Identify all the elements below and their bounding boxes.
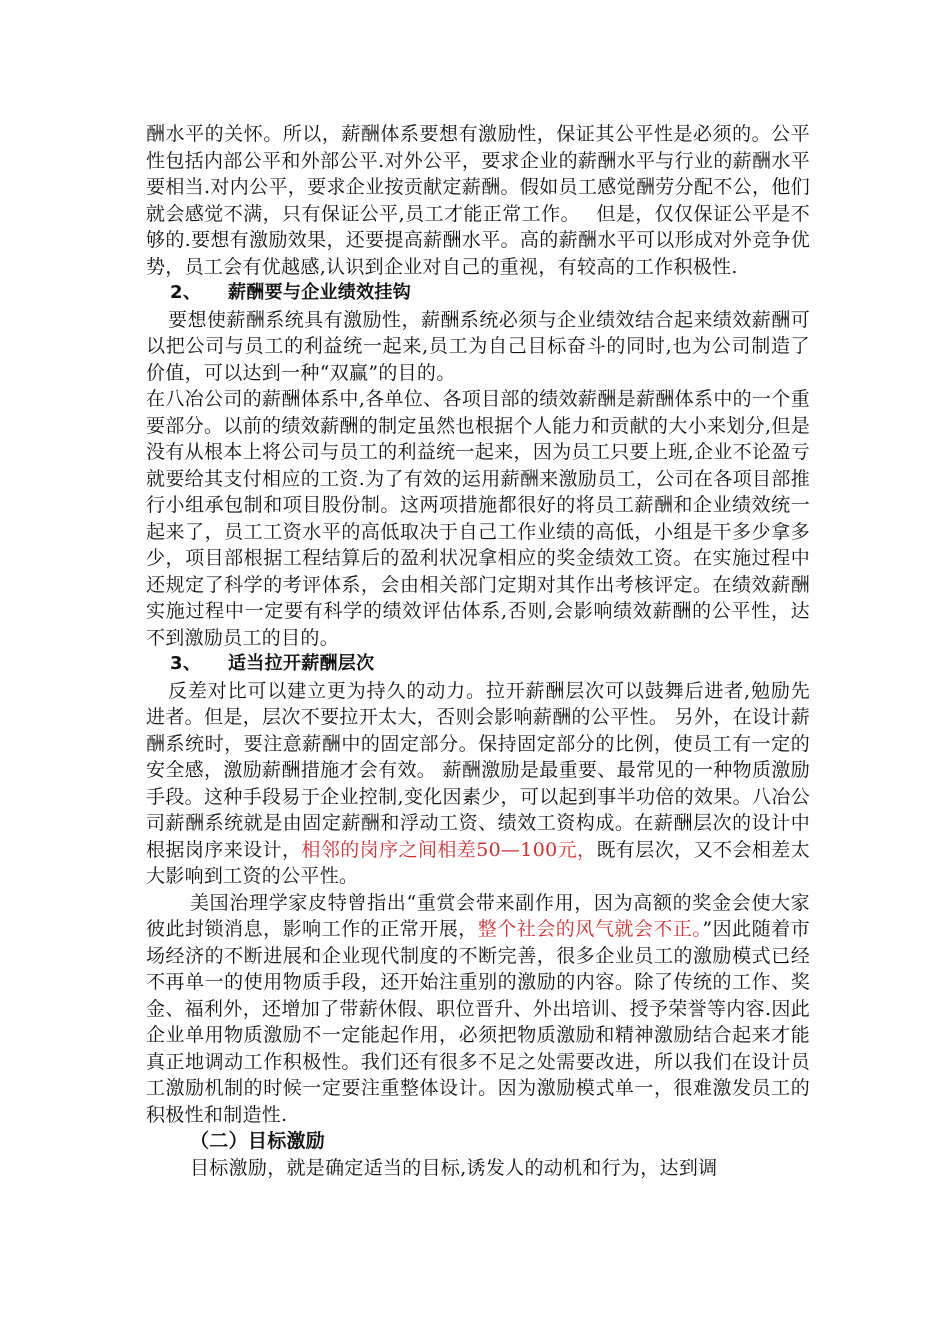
document-body [146,121,810,1181]
paragraph-pitt-quote-text-b: ”因此随着市场经济的不断进展和企业现代制度的不断完善，很多企业员工的激励模式已经不再单一的使用物质手段，还开始注重别的激励的内容。除了传统的工作、奖金、福利外，还增加了带薪休假、职位晋升、外出培训、授予荣誉等内容.因此企业单用物质激励不一定能起作用，必须把物质激励和精神激励结合起来才能真正地调动工作积极性。我们还有很多不足之处需要改进，所以我们在设计员工激励机制的时候一定要注重整体设计。因为激励模式单一，很难激发员工的积极性和制造性. [146,918,810,1126]
paragraph-performance-pay: 要想使薪酬系统具有激励性，薪酬系统必须与企业绩效结合起来绩效薪酬可以把公司与员工的利益统一起来,员工为自己目标奋斗的同时,也为公司制造了价值，可以达到一种“双赢”的目的。 [146,308,810,384]
section-heading-3 [146,651,810,678]
paragraph-bayé-company: 在八冶公司的薪酬体系中,各单位、各项目部的绩效薪酬是薪酬体系中的一个重要部分。以前的绩效薪酬的制定虽然也根据个人能力和贡献的大小来划分,但是没有从根本上将公司与员工的利益统一起来，因为员工只要上班,企业不论盈亏就要给其支付相应的工资.为了有效的运用薪酬来激励员工，公司在各项目部推行小组承包制和项目股份制。这两项措施都很好的将员工薪酬和企业绩效统一起来了，员工工资水平的高低取决于自己工作业绩的高低，小组是干多少拿多少，项目部根据工程结算后的盈利状况拿相应的奖金绩效工资。在实施过程中还规定了科学的考评体系，会由相关部门定期对其作出考核评定。在绩效薪酬实施过程中一定要有科学的绩效评估体系,否则,会影响绩效薪酬的公平性，达不到激励员工的目的。 [146,388,810,649]
paragraph-salary-levels-text-b: 既有层次，又不会相差太大影响到工资的公平性。 [146,838,810,887]
section-heading-goal-incentive: （二）目标激励 [190,1130,326,1152]
paragraph-salary-levels-text-a: 反差对比可以建立更为持久的动力。拉开薪酬层次可以鼓舞后进者,勉励先进者。但是，层次不要拉开太大，否则会影响薪酬的公平性。 另外，在设计薪酬系统时，要注意薪酬中的固定部分。保持固定部分的比例，使员工有一定的安全感，激励薪酬措施才会有效。 薪酬激励是最重要、最常见的一种物质激励手段。这种手段易于企业控制,变化因素少，可以起到事半功倍的效果。八冶公司薪酬系统就是由固定薪酬和浮动工资、绩效工资构成。在薪酬层次的设计中根据岗序来设计， [146,679,810,861]
paragraph-salary-levels [146,678,810,890]
paragraph-pitt-quote-text-a: 美国治理学家皮特曾指出“重赏会带来副作用，因为高额的奖金会使大家彼此封锁消息，影响工作的正常开展， [146,891,810,940]
highlighted-salary-gap: 相邻的岗序之间相差50—100元， [301,838,597,861]
paragraph-pitt-quote [146,890,810,1129]
section-number-2: 2、 [170,282,202,303]
section-title-3: 适当拉开薪酬层次 [228,653,375,674]
section-heading-2 [146,280,810,307]
paragraph-goal-incentive: 目标激励，就是确定适当的目标,诱发人的动机和行为，达到调 [190,1156,718,1179]
paragraph-fairness: 酬水平的关怀。所以，薪酬体系要想有激励性，保证其公平性是必须的。公平性包括内部公平和外部公平.对外公平，要求企业的薪酬水平与行业的薪酬水平要相当.对内公平，要求企业按贡献定薪酬。假如员工感觉酬劳分配不公，他们就会感觉不满，只有保证公平,员工才能正常工作。 但是，仅仅保证公平是不够的.要想有激励效果，还要提高薪酬水平。高的薪酬水平可以形成对外竞争优势，员工会有优越感,认识到企业对自己的重视，有较高的工作积极性. [146,123,810,278]
section-number-3: 3、 [170,653,202,674]
highlighted-social-atmosphere: 整个社会的风气就会不正。 [477,918,703,940]
section-title-2: 薪酬要与企业绩效挂钩 [228,282,411,303]
